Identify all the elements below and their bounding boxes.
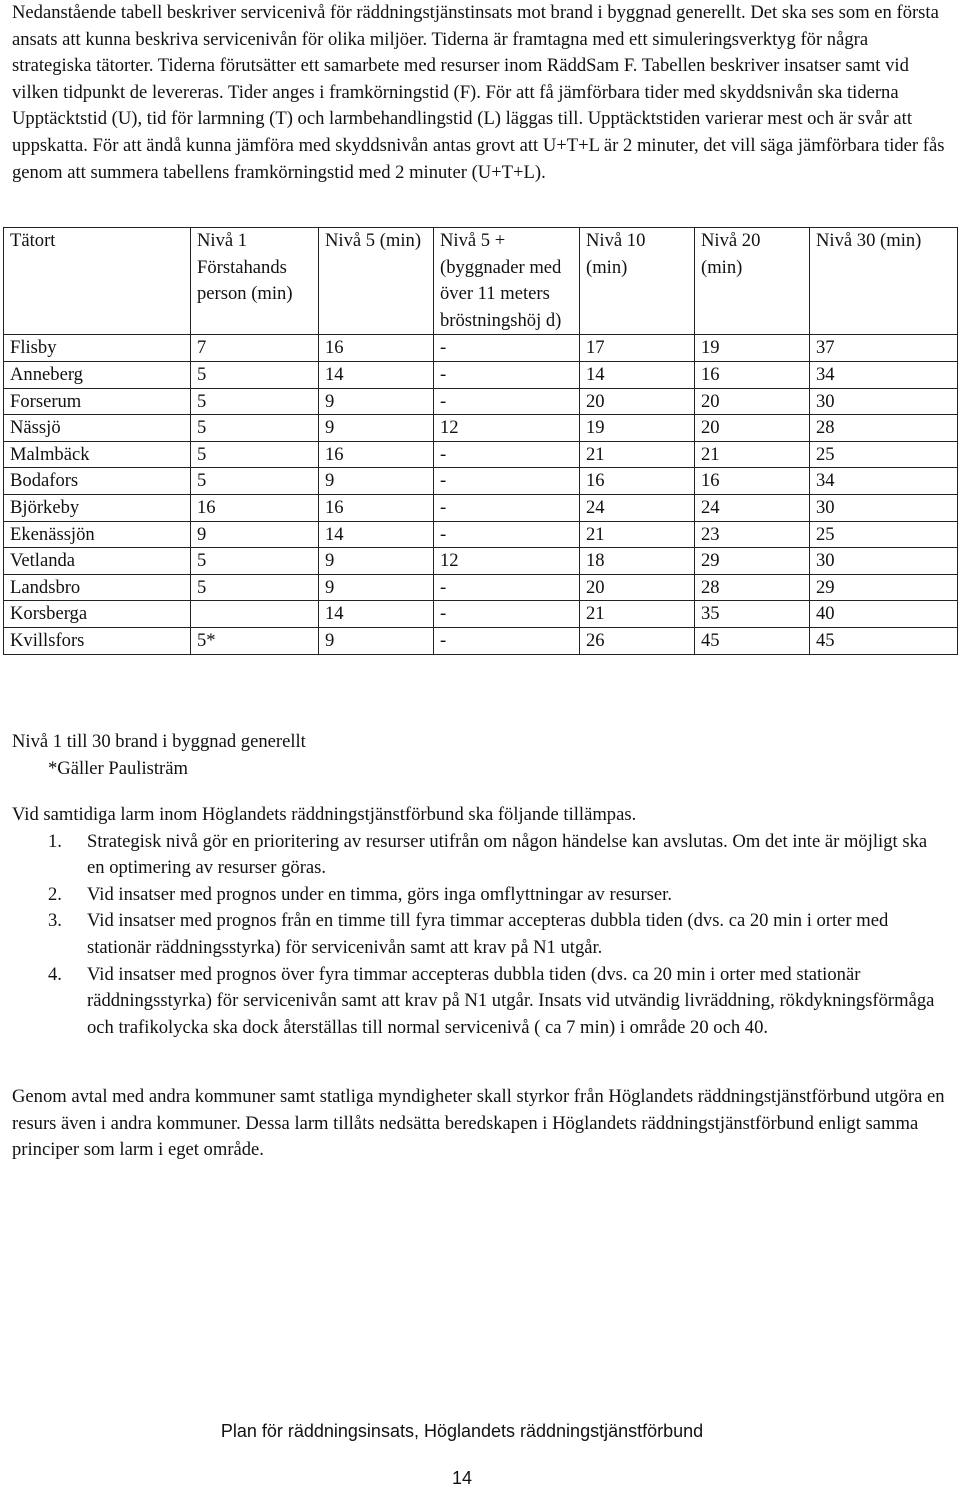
table-row (4, 627, 958, 654)
rules-lead: Vid samtidiga larm inom Höglandets räddningstjänstförbund ska följande tillämpas. (12, 804, 637, 825)
time-cell: 5 (191, 548, 319, 575)
time-cell: 20 (580, 388, 695, 415)
time-cell: 24 (695, 494, 810, 521)
table-row (4, 415, 958, 442)
town-cell: Bodafors (4, 468, 191, 495)
rules-list (12, 829, 948, 1042)
time-cell: 14 (319, 361, 434, 388)
list-item (12, 829, 948, 882)
time-cell: 5 (191, 388, 319, 415)
column-header: Nivå 5 + (byggnader med över 11 meters bröstningshöj d) (434, 228, 580, 335)
time-cell: 5 (191, 468, 319, 495)
town-cell: Malmbäck (4, 441, 191, 468)
time-cell: 37 (810, 335, 958, 362)
time-cell: 9 (319, 574, 434, 601)
concurrent-alarm-rules (12, 802, 948, 1041)
column-header: Nivå 20 (min) (695, 228, 810, 335)
list-item-number: 4. (48, 963, 62, 985)
time-cell: 21 (580, 601, 695, 628)
table-row (4, 548, 958, 575)
time-cell: 5* (191, 627, 319, 654)
time-cell: 34 (810, 361, 958, 388)
time-cell (191, 601, 319, 628)
time-cell: 9 (319, 388, 434, 415)
time-cell: 28 (695, 574, 810, 601)
table-header-row (4, 228, 958, 335)
time-cell: - (434, 441, 580, 468)
table-notes (12, 729, 948, 782)
column-header: Nivå 5 (min) (319, 228, 434, 335)
list-item-number: 3. (48, 910, 62, 932)
table-row (4, 361, 958, 388)
town-cell: Anneberg (4, 361, 191, 388)
time-cell: 16 (580, 468, 695, 495)
time-cell: - (434, 335, 580, 362)
note-footnote: *Gäller Paulisträm (48, 757, 188, 779)
time-cell: 21 (580, 521, 695, 548)
table-row (4, 494, 958, 521)
time-cell: 5 (191, 441, 319, 468)
service-level-table (3, 227, 958, 655)
time-cell: 23 (695, 521, 810, 548)
table-row (4, 574, 958, 601)
closing-paragraph: Genom avtal med andra kommuner samt statliga myndigheter skall styrkor från Höglandets räddningstjänstförbund utgöra en resurs även i andra kommuner. Dessa larm tillåts nedsätta beredskapen i Höglandets räddningstjänstförbund enligt samma principer som larm i eget område. (12, 1086, 945, 1161)
time-cell: 12 (434, 415, 580, 442)
time-cell: 19 (580, 415, 695, 442)
time-cell: 16 (695, 468, 810, 495)
time-cell: 16 (695, 361, 810, 388)
town-cell: Nässjö (4, 415, 191, 442)
time-cell: - (434, 361, 580, 388)
table-row (4, 601, 958, 628)
time-cell: 24 (580, 494, 695, 521)
time-cell: 34 (810, 468, 958, 495)
time-cell: 16 (319, 335, 434, 362)
list-item (12, 962, 948, 1042)
time-cell: 29 (695, 548, 810, 575)
time-cell: 19 (695, 335, 810, 362)
time-cell: - (434, 601, 580, 628)
time-cell: - (434, 521, 580, 548)
town-cell: Björkeby (4, 494, 191, 521)
time-cell: 20 (695, 388, 810, 415)
time-cell: 30 (810, 388, 958, 415)
time-cell: 25 (810, 441, 958, 468)
time-cell: - (434, 388, 580, 415)
time-cell: 30 (810, 494, 958, 521)
list-item (12, 908, 948, 961)
time-cell: 16 (319, 441, 434, 468)
time-cell: 14 (580, 361, 695, 388)
time-cell: 40 (810, 601, 958, 628)
time-cell: 16 (191, 494, 319, 521)
time-cell: 25 (810, 521, 958, 548)
column-header: Tätort (4, 228, 191, 335)
town-cell: Ekenässjön (4, 521, 191, 548)
list-item-number: 1. (48, 830, 62, 852)
intro-paragraph: Nedanstående tabell beskriver servicenivå för räddningstjänstinsats mot brand i byggnad generellt. Det ska ses som en första ansats att kunna beskriva servicenivån för olika miljöer. Tiderna är framtagna med ett simuleringsverktyg för några strategiska tätorter. Tiderna förutsätter ett samarbete med resurser inom RäddSam F. Tabellen beskriver insatser samt vid vilken tidpunkt de levereras. Tider anges i framkörningstid (F). För att få jämförbara tider med skyddsnivån ska tiderna Upptäcktstid (U), tid för larmning (T) och larmbehandlingstid (L) läggas till. Upptäcktstiden varierar mest och är svår att uppskatta. För att ändå kunna jämföra med skyddsnivån antas grovt att U+T+L är 2 minuter, det vill säga jämförbara tider fås genom att summera tabellens framkörningstid med 2 minuter (U+T+L). (12, 2, 945, 183)
column-header: Nivå 10 (min) (580, 228, 695, 335)
time-cell: 45 (810, 627, 958, 654)
town-cell: Forserum (4, 388, 191, 415)
time-cell: 26 (580, 627, 695, 654)
list-item-text: Strategisk nivå gör en prioritering av resurser utifrån om någon händelse kan avslutas. Om det inte är möjligt ska en optimering av resurser göras. (87, 830, 928, 879)
list-item-text: Vid insatser med prognos över fyra timmar accepteras dubbla tiden (dvs. ca 20 min i orter med stationär räddningsstyrka) för servicenivån samt att krav på N1 utgår. Insats vid utvändig livräddning, rökdykningsförmåga och trafikolycka ska dock återställas till normal servicenivå ( ca 7 min) i område 20 och 40. (87, 963, 935, 1038)
time-cell: 29 (810, 574, 958, 601)
list-item-text: Vid insatser med prognos från en timme till fyra timmar accepteras dubbla tiden (dvs. ca 20 min i orter med stationär räddningsstyrka) för servicenivån samt att krav på N1 utgår. (87, 910, 889, 958)
time-cell: 9 (191, 521, 319, 548)
time-cell: 12 (434, 548, 580, 575)
table-row (4, 335, 958, 362)
time-cell: 16 (319, 494, 434, 521)
time-cell: 28 (810, 415, 958, 442)
time-cell: 9 (319, 468, 434, 495)
table-body (4, 335, 958, 654)
note-levels: Nivå 1 till 30 brand i byggnad generellt (12, 731, 306, 752)
town-cell: Vetlanda (4, 548, 191, 575)
time-cell: 9 (319, 627, 434, 654)
time-cell: 17 (580, 335, 695, 362)
town-cell: Korsberga (4, 601, 191, 628)
list-item-number: 2. (48, 883, 62, 905)
table-row (4, 521, 958, 548)
time-cell: 20 (580, 574, 695, 601)
time-cell: 14 (319, 521, 434, 548)
table-row (4, 441, 958, 468)
time-cell: 5 (191, 415, 319, 442)
time-cell: 21 (695, 441, 810, 468)
time-cell: - (434, 494, 580, 521)
footer-title: Plan för räddningsinsats, Höglandets räddningstjänstförbund (220, 1421, 704, 1441)
time-cell: 7 (191, 335, 319, 362)
list-item (12, 882, 948, 909)
time-cell: 35 (695, 601, 810, 628)
town-cell: Flisby (4, 335, 191, 362)
time-cell: 5 (191, 361, 319, 388)
table-row (4, 388, 958, 415)
column-header: Nivå 30 (min) (810, 228, 958, 335)
column-header: Nivå 1 Förstahands person (min) (191, 228, 319, 335)
time-cell: - (434, 468, 580, 495)
time-cell: 20 (695, 415, 810, 442)
town-cell: Landsbro (4, 574, 191, 601)
time-cell: 9 (319, 415, 434, 442)
town-cell: Kvillsfors (4, 627, 191, 654)
time-cell: 14 (319, 601, 434, 628)
time-cell: 45 (695, 627, 810, 654)
page-number: 14 (451, 1468, 473, 1488)
time-cell: 5 (191, 574, 319, 601)
list-item-text: Vid insatser med prognos under en timma, görs inga omflyttningar av resurser. (87, 883, 672, 905)
time-cell: 18 (580, 548, 695, 575)
time-cell: 30 (810, 548, 958, 575)
time-cell: - (434, 627, 580, 654)
time-cell: 9 (319, 548, 434, 575)
time-cell: 21 (580, 441, 695, 468)
table-row (4, 468, 958, 495)
time-cell: - (434, 574, 580, 601)
